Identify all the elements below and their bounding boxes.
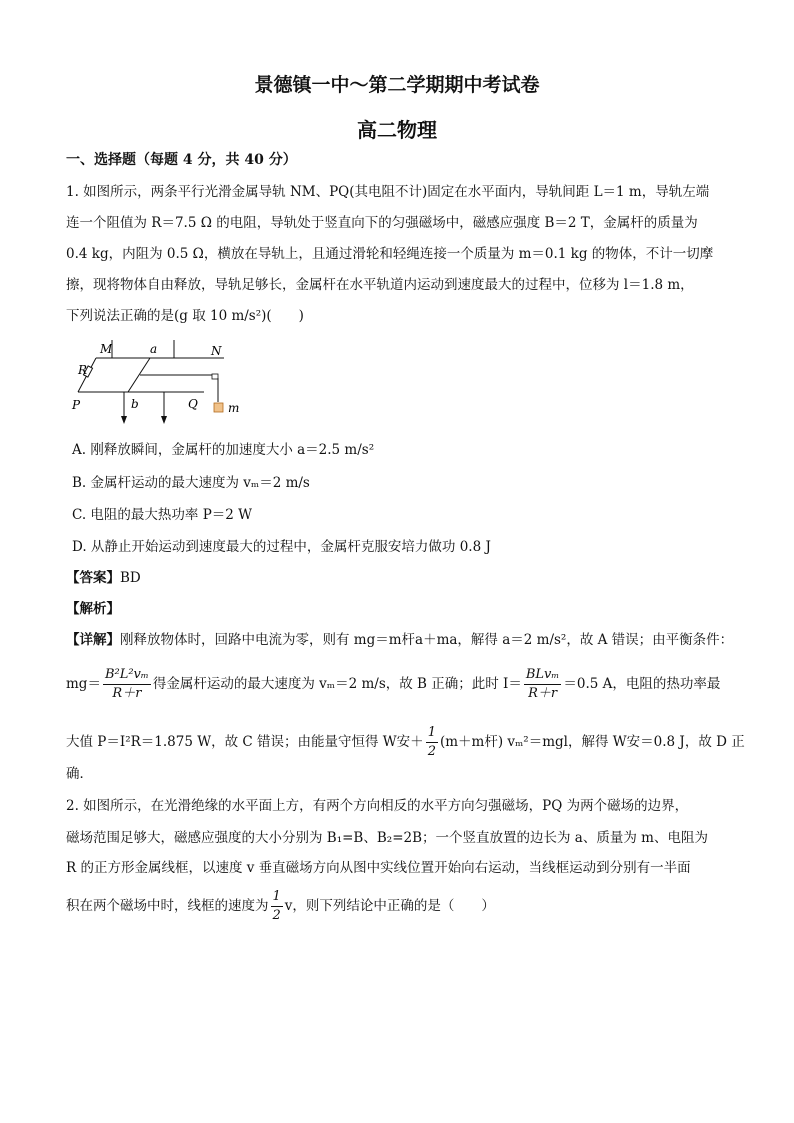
label-a: a [150, 342, 158, 356]
q2-fraction-numerator: 1 [271, 888, 283, 907]
q2-text-4a: 积在两个磁场中时，线框的速度为 [66, 898, 269, 914]
fraction-force [103, 666, 151, 703]
q1-detail-line-3 [66, 724, 745, 761]
q2-text-4b: v，则下列结论中正确的是（ ） [284, 898, 495, 914]
label-b: b [131, 397, 139, 411]
label-M: M [100, 342, 113, 356]
detail-tag: 【详解】 [66, 632, 120, 648]
q1-option-c: C. 电阻的最大热功率 P＝2 W [72, 507, 253, 523]
detail-text-1: 刚释放物体时，回路中电流为零，则有 mg＝m杆a＋ma，解得 a＝2 m/s²，故 A 错误；由平衡条件： [120, 632, 734, 648]
fraction-current-denominator: R＋r [528, 686, 558, 701]
detail-text-3b: (m＋m杆) vₘ²＝mgl，解得 W安＝0.8 J，故 D 正 [439, 734, 745, 750]
label-P: P [72, 398, 81, 412]
exam-subject: 高二物理 [357, 118, 437, 142]
q1-option-d: D. 从静止开始运动到速度最大的过程中，金属杆克服安培力做功 0.8 J [72, 539, 491, 555]
q1-detail-line-4: 确． [66, 766, 93, 782]
q1-detail-line-2 [66, 666, 720, 703]
q1-line-5: 下列说法正确的是(g 取 10 m/s²)( ) [66, 308, 304, 324]
q2-fraction-denominator: 2 [272, 908, 281, 923]
q1-line-4: 擦，现将物体自由释放，导轨足够长，金属杆在水平轨道内运动到速度最大的过程中，位移为 l＝1.8 m， [66, 277, 694, 293]
fraction-half-numerator: 1 [426, 724, 438, 743]
analysis-tag: 【解析】 [66, 601, 120, 617]
label-R: R [78, 363, 88, 377]
fraction-current-numerator: BLvₘ [524, 666, 562, 685]
q1-option-a: A. 刚释放瞬间，金属杆的加速度大小 a＝2.5 m/s² [72, 442, 375, 458]
exam-title: 景德镇一中～第二学期期中考试卷 [254, 74, 540, 96]
fraction-half-denominator: 2 [427, 744, 436, 759]
q1-analysis-tag [66, 599, 120, 619]
fraction-half [426, 724, 438, 761]
fraction-force-numerator: B²L²vₘ [103, 666, 151, 685]
label-Q: Q [188, 397, 198, 411]
q1-detail-line-1 [66, 630, 733, 650]
q2-line-2: 磁场范围足够大，磁感应强度的大小分别为 B₁=B、B₂=2B；一个竖直放置的边长为 a、质量为 m、电阻为 [66, 830, 708, 846]
detail-text-2a: mg＝ [66, 676, 101, 692]
answer-value: BD [120, 570, 141, 586]
q1-option-b: B. 金属杆运动的最大速度为 vₘ＝2 m/s [72, 475, 310, 491]
q1-answer [66, 568, 141, 588]
section-heading: 一、选择题（每题 4 分，共 40 分） [66, 152, 297, 168]
q2-line-3: R 的正方形金属线框，以速度 v 垂直磁场方向从图中实线位置开始向右运动，当线框运动到分别有一半面 [66, 860, 691, 876]
fraction-force-denominator: R＋r [112, 686, 142, 701]
q1-line-1: 1. 如图所示，两条平行光滑金属导轨 NM、PQ(其电阻不计)固定在水平面内，导轨间距 L＝1 m，导轨左端 [66, 184, 710, 200]
q1-line-3: 0.4 kg，内阻为 0.5 Ω，横放在导轨上，且通过滑轮和轻绳连接一个质量为 m＝0.1 kg 的物体，不计一切摩 [66, 246, 714, 262]
answer-tag: 【答案】 [66, 570, 120, 586]
fraction-current [524, 666, 562, 703]
detail-text-2c: ＝0.5 A，电阻的热功率最 [563, 676, 721, 692]
q1-line-2: 连一个阻值为 R＝7.5 Ω 的电阻，导轨处于竖直向下的匀强磁场中，磁感应强度 B＝2 T，金属杆的质量为 [66, 215, 698, 231]
detail-text-2b: 得金属杆运动的最大速度为 vₘ＝2 m/s，故 B 正确；此时 I＝ [152, 676, 522, 692]
q1-circuit-figure [66, 336, 256, 428]
label-m: m [228, 401, 240, 415]
q2-line-4 [66, 888, 495, 925]
q2-fraction-half [271, 888, 283, 925]
label-N: N [211, 344, 222, 358]
q2-line-1: 2. 如图所示，在光滑绝缘的水平面上方，有两个方向相反的水平方向匀强磁场，PQ 为两个磁场的边界， [66, 798, 689, 814]
detail-text-3a: 大值 P＝I²R＝1.875 W，故 C 错误；由能量守恒得 W安＋ [66, 734, 424, 750]
